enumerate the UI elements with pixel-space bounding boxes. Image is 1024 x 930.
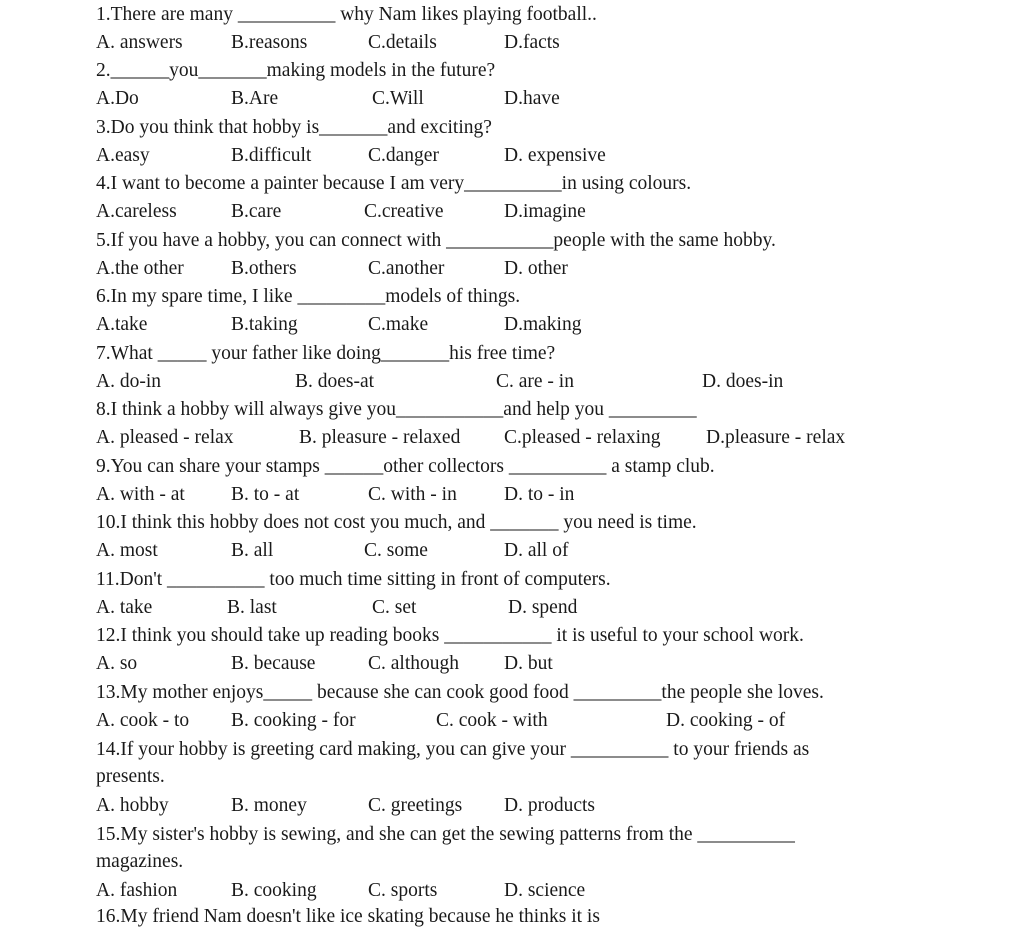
question-4: 4.I want to become a painter because I am very__________in using colours. <box>96 173 692 194</box>
question-13: 13.My mother enjoys_____ because she can cook good food _________the people she loves. <box>96 682 824 703</box>
option-b: B. all <box>231 540 274 561</box>
question-5: 5.If you have a hobby, you can connect with ___________people with the same hobby. <box>96 230 776 251</box>
question-2: 2.______you_______making models in the future? <box>96 60 496 81</box>
option-a: A. fashion <box>96 880 178 901</box>
option-c: C. are - in <box>496 371 574 392</box>
option-d: D. expensive <box>504 145 606 166</box>
options-5 <box>96 256 984 282</box>
question-1: 1.There are many __________ why Nam likes playing football.. <box>96 4 597 25</box>
option-d: D. all of <box>504 540 569 561</box>
option-a: A.Do <box>96 88 139 109</box>
options-7 <box>96 369 984 395</box>
option-d: D. but <box>504 653 553 674</box>
question-6: 6.In my spare time, I like _________models of things. <box>96 286 521 307</box>
option-b: B. cooking <box>231 880 317 901</box>
option-a: A. hobby <box>96 795 169 816</box>
option-a: A.easy <box>96 145 150 166</box>
option-d: D. science <box>504 880 586 901</box>
option-d: D. other <box>504 258 568 279</box>
option-a: A. cook - to <box>96 710 190 731</box>
option-a: A. with - at <box>96 484 185 505</box>
option-a: A. take <box>96 597 153 618</box>
option-c: C. sports <box>368 880 438 901</box>
option-c: C.make <box>368 314 429 335</box>
option-b: B.others <box>231 258 297 279</box>
options-8 <box>96 425 984 451</box>
option-d: D.facts <box>504 32 560 53</box>
question-14-continued: presents. <box>96 766 165 787</box>
option-d: D. does-in <box>702 371 784 392</box>
option-b: B. pleasure - relaxed <box>299 427 461 448</box>
options-12 <box>96 651 984 677</box>
option-b: B. last <box>227 597 277 618</box>
option-b: B.difficult <box>231 145 312 166</box>
option-a: A. answers <box>96 32 183 53</box>
option-d: D. cooking - of <box>666 710 786 731</box>
question-15-continued: magazines. <box>96 851 184 872</box>
option-c: C. some <box>364 540 428 561</box>
option-b: B.Are <box>231 88 279 109</box>
options-3 <box>96 143 984 169</box>
option-c: C. greetings <box>368 795 463 816</box>
option-b: B. cooking - for <box>231 710 356 731</box>
question-3: 3.Do you think that hobby is_______and exciting? <box>96 117 492 138</box>
option-c: C.pleased - relaxing <box>504 427 661 448</box>
options-6 <box>96 312 984 338</box>
question-15: 15.My sister's hobby is sewing, and she can get the sewing patterns from the __________ <box>96 824 795 845</box>
option-c: C. although <box>368 653 459 674</box>
question-9: 9.You can share your stamps ______other collectors __________ a stamp club. <box>96 456 715 477</box>
option-b: B. does-at <box>295 371 375 392</box>
option-b: B. money <box>231 795 307 816</box>
question-14: 14.If your hobby is greeting card making, you can give your __________ to your friends as <box>96 739 810 760</box>
option-d: D.have <box>504 88 560 109</box>
options-4 <box>96 199 984 225</box>
option-c: C. cook - with <box>436 710 548 731</box>
option-b: B.care <box>231 201 282 222</box>
option-c: C.details <box>368 32 437 53</box>
option-b: B.taking <box>231 314 298 335</box>
question-12: 12.I think you should take up reading books ___________ it is useful to your school work. <box>96 625 804 646</box>
question-8: 8.I think a hobby will always give you___________and help you _________ <box>96 399 697 420</box>
option-c: C.another <box>368 258 445 279</box>
option-b: B.reasons <box>231 32 308 53</box>
option-c: C.Will <box>372 88 424 109</box>
option-d: D.pleasure - relax <box>706 427 846 448</box>
question-11: 11.Don't __________ too much time sitting in front of computers. <box>96 569 611 590</box>
options-10 <box>96 538 984 564</box>
option-c: C. with - in <box>368 484 457 505</box>
option-b: B. to - at <box>231 484 300 505</box>
question-7: 7.What _____ your father like doing_______his free time? <box>96 343 556 364</box>
options-11 <box>96 595 984 621</box>
option-a: A. do-in <box>96 371 161 392</box>
option-c: C. set <box>372 597 417 618</box>
option-d: D.making <box>504 314 582 335</box>
option-c: C.creative <box>364 201 444 222</box>
option-d: D.imagine <box>504 201 586 222</box>
option-a: A. most <box>96 540 158 561</box>
option-b: B. because <box>231 653 316 674</box>
option-a: A.take <box>96 314 148 335</box>
question-10: 10.I think this hobby does not cost you much, and _______ you need is time. <box>96 512 697 533</box>
option-d: D. spend <box>508 597 578 618</box>
option-d: D. products <box>504 795 595 816</box>
options-15 <box>96 878 984 904</box>
option-c: C.danger <box>368 145 439 166</box>
option-a: A. pleased - relax <box>96 427 234 448</box>
question-16-partial: 16.My friend Nam doesn't like ice skating because he thinks it is <box>96 906 600 927</box>
option-a: A. so <box>96 653 138 674</box>
option-a: A.careless <box>96 201 177 222</box>
options-1 <box>96 30 984 56</box>
options-9 <box>96 482 984 508</box>
option-a: A.the other <box>96 258 184 279</box>
options-14 <box>96 793 984 819</box>
options-13 <box>96 708 984 734</box>
options-2 <box>96 86 984 112</box>
option-d: D. to - in <box>504 484 575 505</box>
